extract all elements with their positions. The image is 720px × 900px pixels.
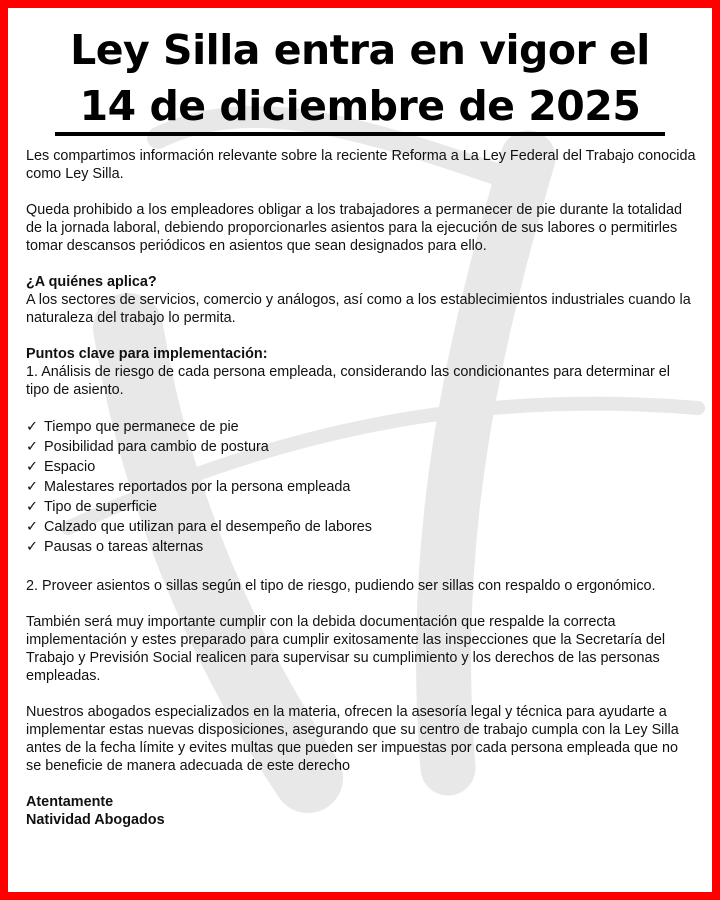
closing-text: Atentamente [26, 794, 114, 810]
key-points-section [26, 345, 696, 399]
check-icon: ✓ [26, 479, 39, 495]
check-icon: ✓ [26, 519, 39, 535]
point-1-text: 1. Análisis de riesgo de cada persona empleada, considerando las condicionantes para determinar el tipo de asiento. [26, 364, 670, 398]
point-2-paragraph: 2. Proveer asientos o sillas según el tipo de riesgo, pudiendo ser sillas con respaldo o ergonómico. [26, 578, 656, 594]
signature-name: Natividad Abogados [26, 812, 165, 828]
applies-section [26, 273, 696, 327]
criteria-checklist [26, 417, 696, 557]
checklist-item: ✓ Espacio [26, 459, 96, 475]
check-icon: ✓ [26, 439, 39, 455]
prohibition-paragraph: Queda prohibido a los empleadores obligar a los trabajadores a permanecer de pie durante la totalidad de la jornada laboral, debiendo proporcionarles asientos para la ejecución de sus labores o permitirles tomar descansos periódicos en asientos que sean designados para ello. [26, 202, 682, 254]
checklist-item: ✓ Posibilidad para cambio de postura [26, 439, 269, 455]
check-icon: ✓ [26, 499, 39, 515]
page-title [8, 22, 712, 134]
checklist-item: ✓ Malestares reportados por la persona empleada [26, 479, 351, 495]
title-underline [55, 132, 665, 136]
signature-block [26, 793, 696, 829]
check-icon: ✓ [26, 419, 39, 435]
title-line-1: Ley Silla entra en vigor el [70, 26, 650, 74]
check-icon: ✓ [26, 539, 39, 555]
title-line-2: 14 de diciembre de 2025 [79, 82, 641, 130]
checklist-item: ✓ Tiempo que permanece de pie [26, 419, 239, 435]
checklist-item: ✓ Tipo de superficie [26, 499, 158, 515]
documentation-paragraph: También será muy importante cumplir con la debida documentación que respalde la correcta implementación y estes preparado para cumplir exitosamente las inspecciones que la Secretaría del Trabajo y Previsión Social realicen para supervisar su cumplimiento y los derechos de las personas empleadas. [26, 614, 666, 684]
checklist-item: ✓ Pausas o tareas alternas [26, 539, 204, 555]
applies-text: A los sectores de servicios, comercio y análogos, así como a los establecimientos industriales cuando la naturaleza del trabajo lo permita. [26, 292, 691, 326]
body-content [26, 147, 696, 829]
check-icon: ✓ [26, 459, 39, 475]
key-points-heading: Puntos clave para implementación: [26, 346, 268, 362]
lawyers-paragraph: Nuestros abogados especializados en la materia, ofrecen la asesoría legal y técnica para ayudarte a implementar estas nuevas disposiciones, asegurando que su centro de trabajo cumpla con la Ley Silla antes de la fecha límite y evites multas que pueden ser impuestas por cada persona empleada que no se beneficie de manera adecuada de este derecho [26, 704, 679, 774]
applies-heading: ¿A quiénes aplica? [26, 274, 157, 290]
intro-paragraph: Les compartimos información relevante sobre la reciente Reforma a La Ley Federal del Trabajo conocida como Ley Silla. [26, 148, 696, 182]
checklist-item: ✓ Calzado que utilizan para el desempeño de labores [26, 519, 373, 535]
